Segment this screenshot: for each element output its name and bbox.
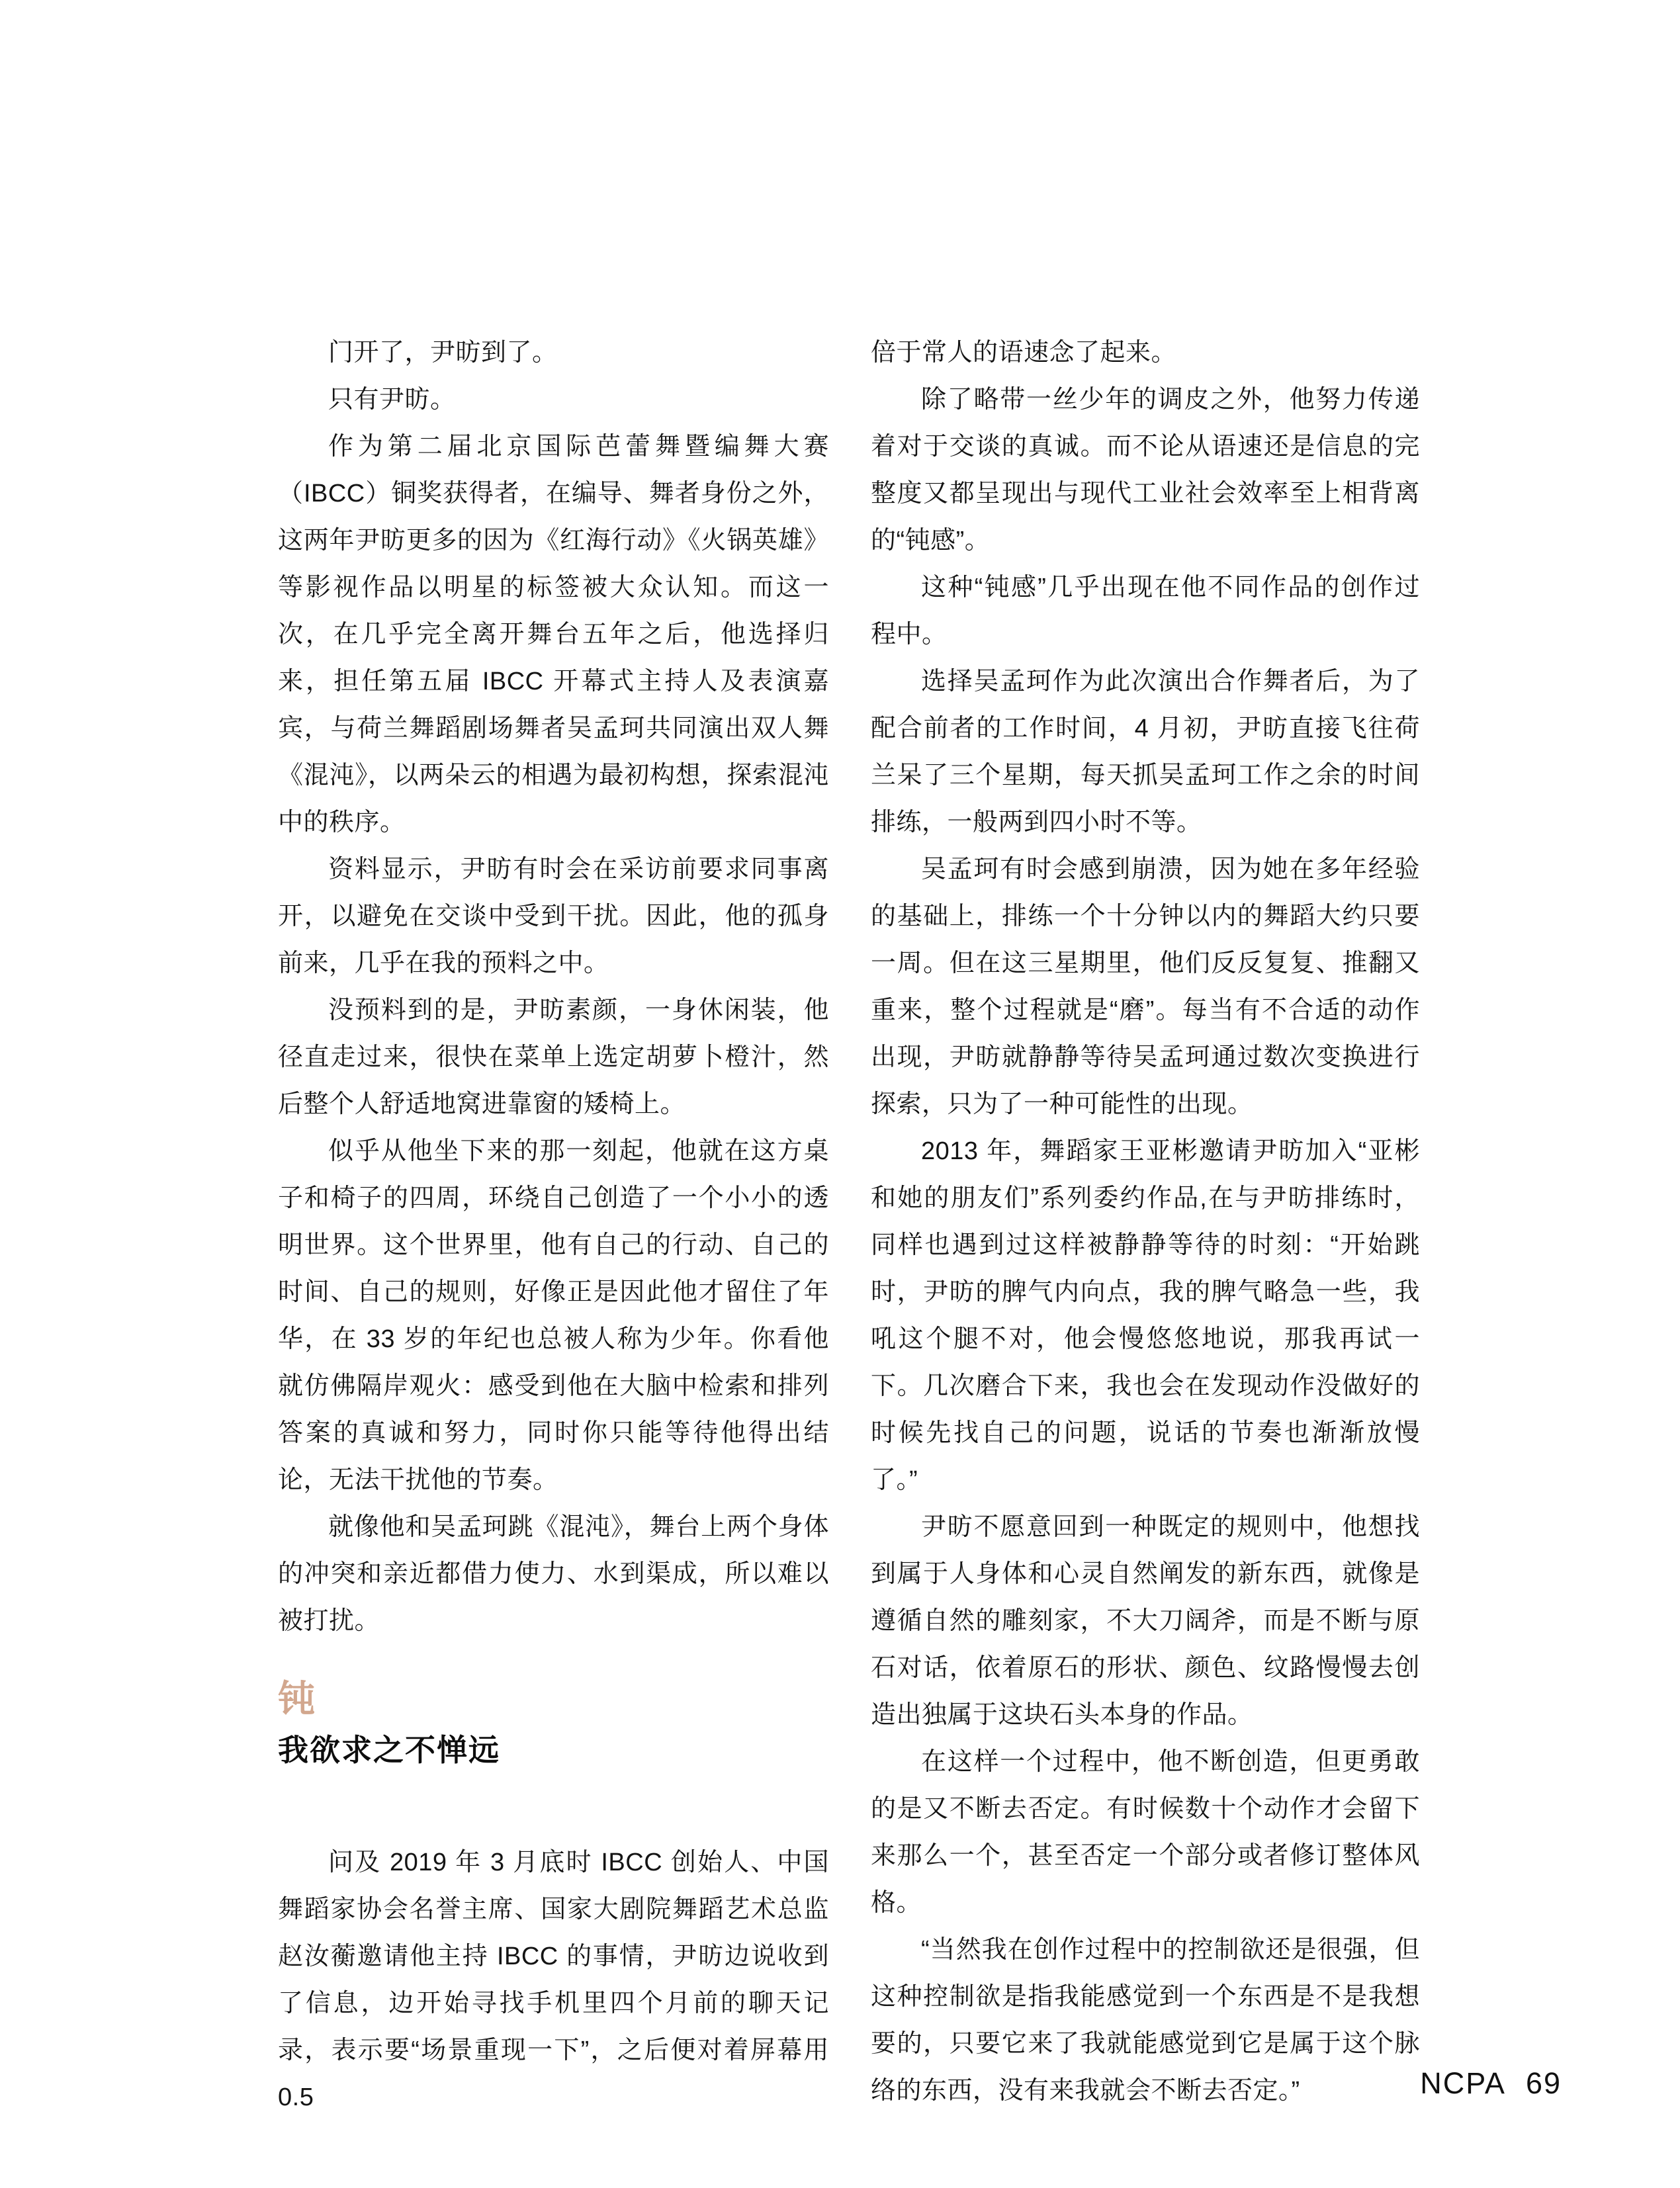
- section-head: [278, 1677, 829, 1767]
- body-paragraph: 倍于常人的语速念了起来。: [871, 339, 1177, 367]
- body-paragraph: 似乎从他坐下来的那一刻起，他就在这方桌子和椅子的四周，环绕自己创造了一个小小的透明世界。这个世界里，他有自己的行动、自己的时间、自己的规则，好像正是因此他才留住了年华，在 33 岁的年纪也总被人称为少年。你看他就仿佛隔岸观火：感受到他在大脑中检索和排列答案的真诚和努力，同时你只能等待他得出结论，无法干扰他的节奏。: [278, 1137, 829, 1494]
- body-paragraph: 吴孟珂有时会感到崩溃，因为她在多年经验的基础上，排练一个十分钟以内的舞蹈大约只要一周。但在这三星期里，他们反反复复、推翻又重来，整个过程就是“磨”。每当有不合适的动作出现，尹昉就静静等待吴孟珂通过数次变换进行探索，只为了一种可能性的出现。: [871, 855, 1420, 1118]
- body-paragraph: 在这样一个过程中，他不断创造，但更勇敢的是又不断去否定。有时候数十个动作才会留下来那么一个，甚至否定一个部分或者修订整体风格。: [871, 1748, 1420, 1917]
- section-title: 我欲求之不惮远: [278, 1733, 500, 1767]
- right-column: [871, 329, 1420, 2115]
- body-paragraph: 资料显示，尹昉有时会在采访前要求同事离开，以避免在交谈中受到干扰。因此，他的孤身前来，几乎在我的预料之中。: [278, 855, 829, 977]
- page-footer: [1420, 2068, 1562, 2098]
- body-paragraph: 这种“钝感”几乎出现在他不同作品的创作过程中。: [871, 574, 1420, 648]
- section-kicker: 钝: [278, 1677, 316, 1721]
- body-paragraph: 选择吴孟珂作为此次演出合作舞者后，为了配合前者的工作时间，4 月初，尹昉直接飞往荷兰呆了三个星期，每天抓吴孟珂工作之余的时间排练，一般两到四小时不等。: [871, 668, 1420, 836]
- left-column-tail-paragraphs: [278, 1839, 829, 2121]
- body-paragraph: 就像他和吴孟珂跳《混沌》，舞台上两个身体的冲突和亲近都借力使力、水到渠成，所以难以被打扰。: [278, 1513, 829, 1635]
- left-column: [278, 329, 829, 2121]
- left-column-lead-paragraphs: [278, 329, 829, 1645]
- body-paragraph: 门开了，尹昉到了。: [328, 339, 558, 367]
- body-paragraph: 只有尹昉。: [328, 386, 456, 414]
- footer-brand: NCPA: [1420, 2066, 1506, 2100]
- body-paragraph: 2013 年，舞蹈家王亚彬邀请尹昉加入“亚彬和她的朋友们”系列委约作品,在与尹昉排练时，同样也遇到过这样被静静等待的时刻：“开始跳时，尹昉的脾气内向点，我的脾气略急一些，我吼这个腿不对，他会慢悠悠地说，那我再试一下。几次磨合下来，我也会在发现动作没做好的时候先找自己的问题，说话的节奏也渐渐放慢了。”: [871, 1137, 1420, 1494]
- body-paragraph: 没预料到的是，尹昉素颜，一身休闲装，他径直走过来，很快在菜单上选定胡萝卜橙汁，然后整个人舒适地窝进靠窗的矮椅上。: [278, 996, 829, 1118]
- body-paragraph: 问及 2019 年 3 月底时 IBCC 创始人、中国舞蹈家协会名誉主席、国家大剧院舞蹈艺术总监赵汝蘅邀请他主持 IBCC 的事情，尹昉边说收到了信息，边开始寻找手机里四个月前的聊天记录，表示要“场景重现一下”，之后便对着屏幕用 0.5: [278, 1849, 829, 2111]
- footer-page-number: 69: [1525, 2066, 1562, 2100]
- body-paragraph: 作为第二届北京国际芭蕾舞暨编舞大赛（IBCC）铜奖获得者，在编导、舞者身份之外，这两年尹昉更多的因为《红海行动》《火锅英雄》等影视作品以明星的标签被大众认知。而这一次，在几乎完全离开舞台五年之后，他选择归来，担任第五届 IBCC 开幕式主持人及表演嘉宾，与荷兰舞蹈剧场舞者吴孟珂共同演出双人舞《混沌》，以两朵云的相遇为最初构想，探索混沌中的秩序。: [278, 433, 829, 836]
- body-paragraph: “当然我在创作过程中的控制欲还是很强，但这种控制欲是指我能感觉到一个东西是不是我想要的，只要它来了我就能感觉到它是属于这个脉络的东西，没有来我就会不断去否定。”: [871, 1936, 1420, 2105]
- body-paragraph: 尹昉不愿意回到一种既定的规则中，他想找到属于人身体和心灵自然阐发的新东西，就像是遵循自然的雕刻家，不大刀阔斧，而是不断与原石对话，依着原石的形状、颜色、纹路慢慢去创造出独属于这块石头本身的作品。: [871, 1513, 1420, 1729]
- body-paragraph: 除了略带一丝少年的调皮之外，他努力传递着对于交谈的真诚。而不论从语速还是信息的完整度又都呈现出与现代工业社会效率至上相背离的“钝感”。: [871, 386, 1420, 554]
- right-column-paragraphs: [871, 329, 1420, 2115]
